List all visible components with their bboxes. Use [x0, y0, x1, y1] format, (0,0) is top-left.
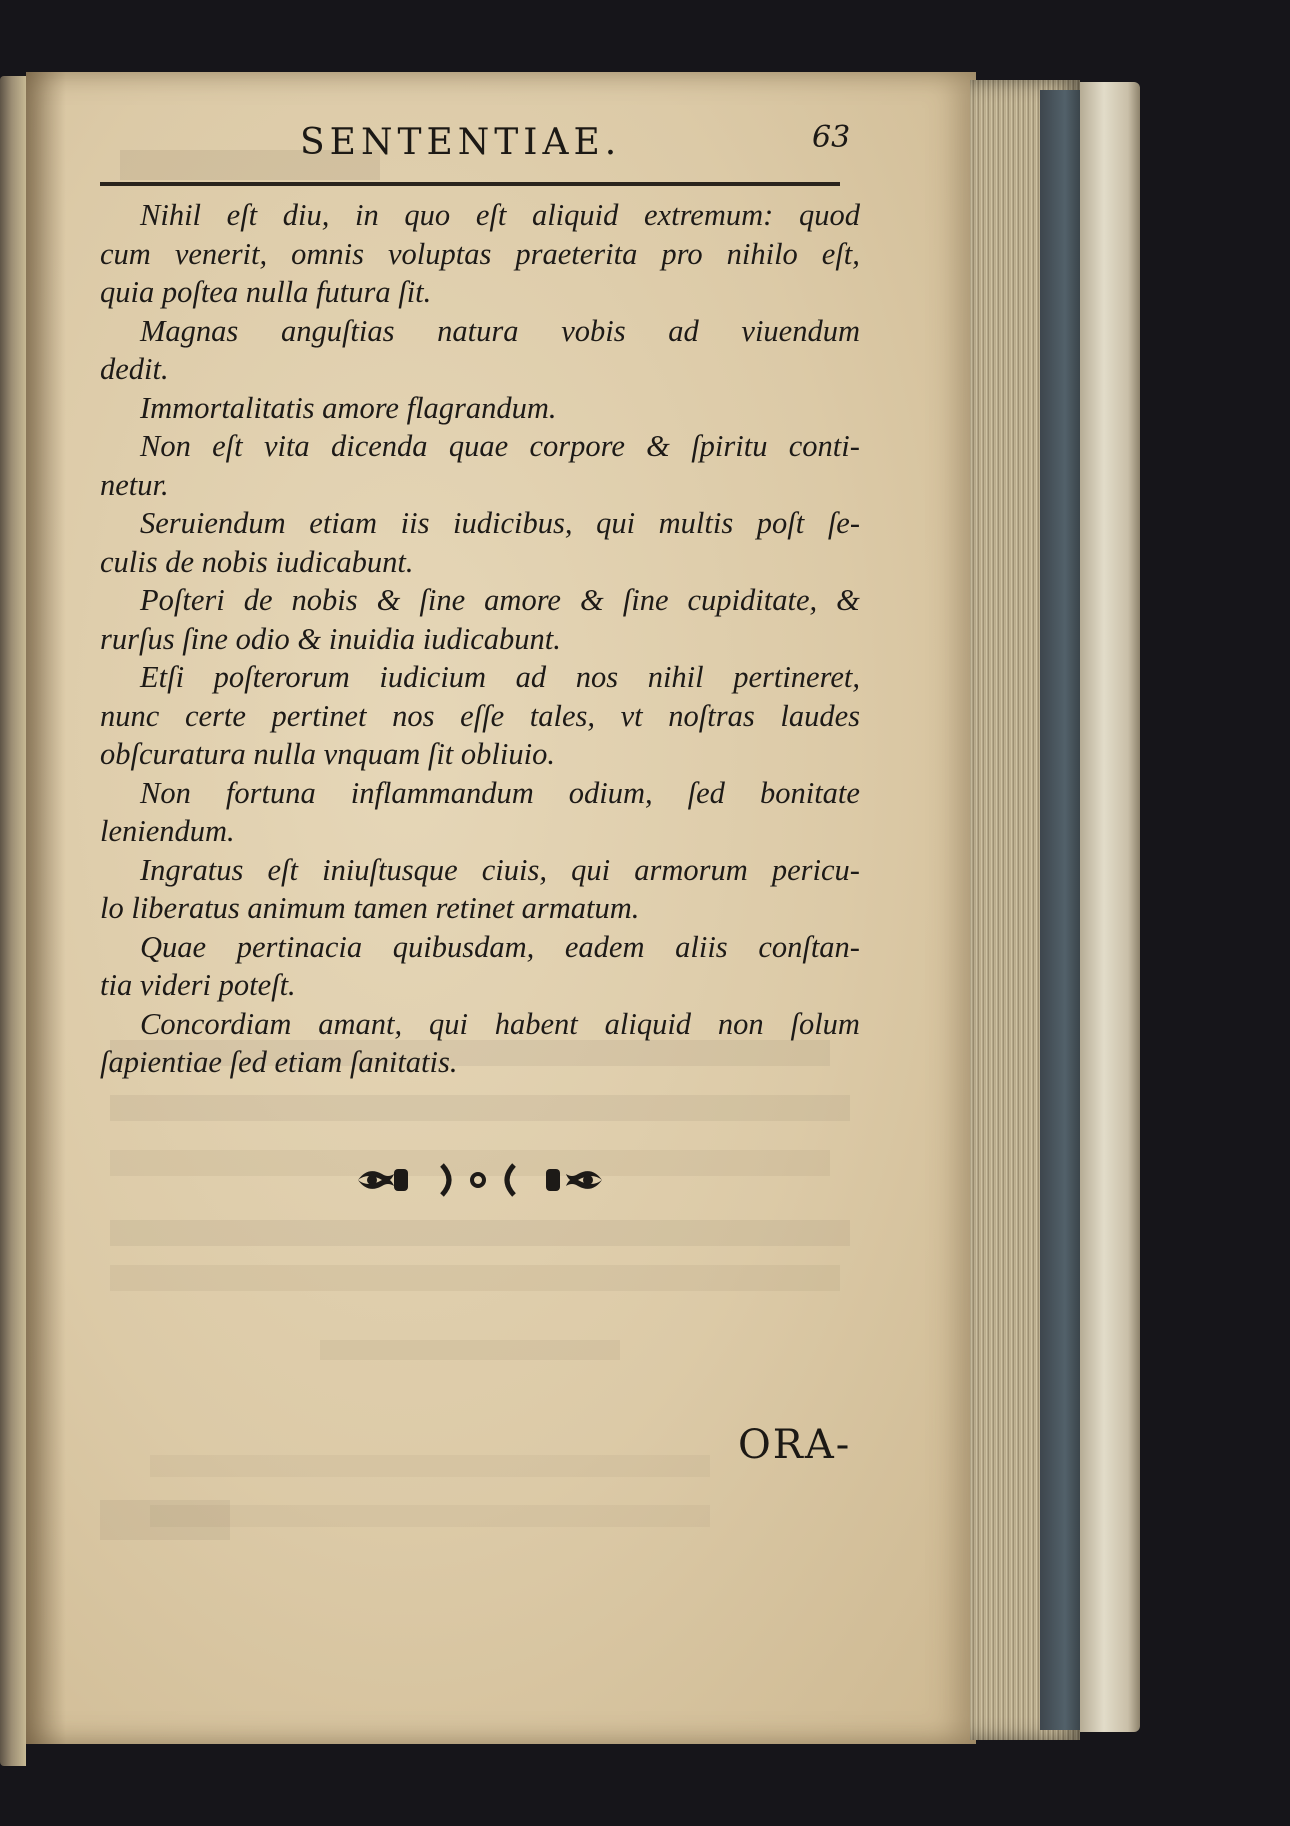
text-line: rurſus ſine odio & inuidia iudicabunt. [100, 621, 561, 656]
text-line: netur. [100, 467, 169, 502]
text-line: Concordiam amant, qui habent aliquid non ſolum [140, 1006, 860, 1041]
text-line: nunc certe pertinet nos eſſe tales, vt noſtras laudes [100, 698, 860, 733]
text-line: Seruiendum etiam iis iudicibus, qui multis poſt ſe- [140, 506, 860, 540]
text-line: Non fortuna inflammandum odium, ſed bonitate [140, 775, 860, 810]
text-line: leniendum. [100, 814, 235, 848]
page-gutter [26, 72, 66, 1744]
page-number: 63 [812, 120, 851, 155]
text-line: Ingratus eſt iniuſtusque ciuis, qui armorum pericu- [140, 852, 860, 887]
text-line: cum venerit, omnis voluptas praeterita pro nihilo eſt, [100, 236, 860, 271]
text-line: tia videri poteſt. [100, 968, 296, 1002]
text-line: dedit. [100, 352, 169, 386]
facing-page-edge [0, 76, 26, 1766]
text-line: ſapientiae ſed etiam ſanitatis. [100, 1045, 458, 1079]
text-line: Nihil eſt diu, in quo eſt aliquid extremum: quod [140, 198, 860, 232]
text-line: Poſteri de nobis & ſine amore & ſine cupiditate, & [140, 583, 860, 617]
text-line: obſcuratura nulla vnquam ſit obliuio. [100, 737, 555, 771]
sententiae-text [100, 196, 860, 1082]
text-line: Magnas anguſtias natura vobis ad viuendum [140, 313, 860, 348]
running-head: SENTENTIAE. [300, 122, 622, 163]
text-line: quia poſtea nulla futura ſit. [100, 275, 432, 309]
printers-ornament [350, 1155, 610, 1205]
text-line: culis de nobis iudicabunt. [100, 544, 414, 579]
text-line: Quae pertinacia quibusdam, eadem aliis conſtan- [140, 929, 860, 964]
text-line: Immortalitatis amore flagrandum. [140, 390, 557, 425]
text-line: Etſi poſterorum iudicium ad nos nihil pertineret, [140, 660, 860, 694]
catchword: ORA- [738, 1422, 852, 1468]
text-line: lo liberatus animum tamen retinet armatum. [100, 891, 640, 925]
header-rule [100, 182, 840, 186]
text-line: Non eſt vita dicenda quae corpore & ſpiritu conti- [140, 429, 860, 463]
vellum-cover [1080, 82, 1140, 1732]
